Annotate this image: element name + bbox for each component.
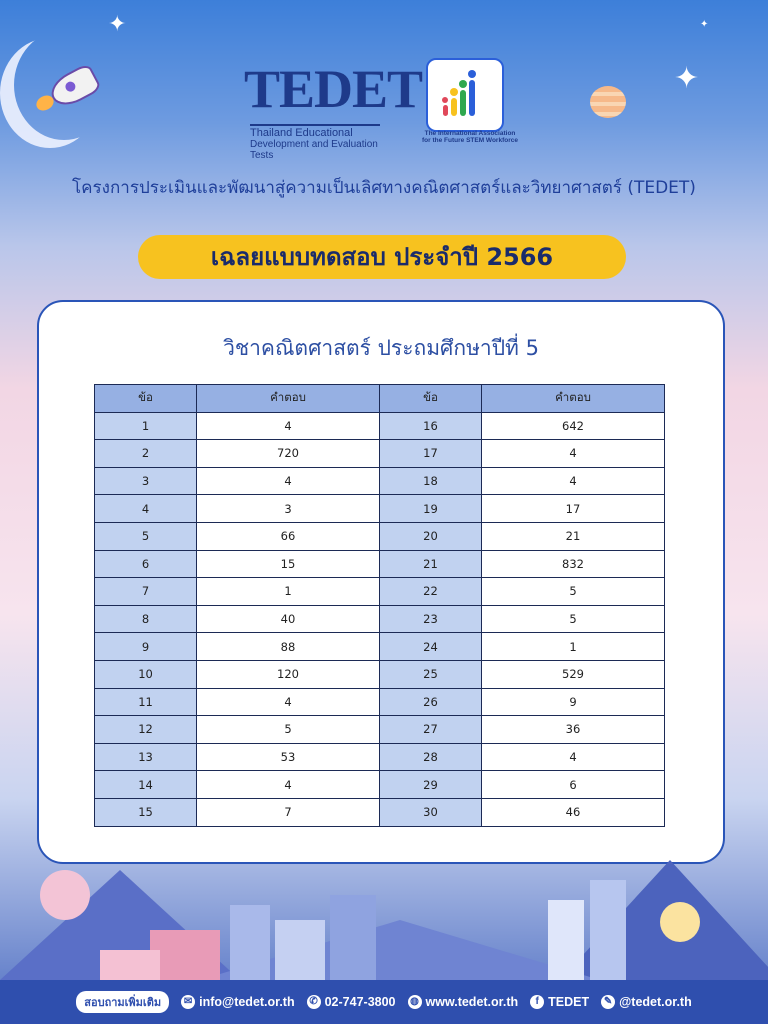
table-row [95,771,665,799]
question-number-cell: 27 [379,716,481,744]
question-number-cell: 15 [95,798,197,826]
star-icon: ✦ [700,19,709,30]
star-icon: ✦ [674,61,700,96]
answer-cell: 4 [197,771,380,799]
question-number-cell: 30 [379,798,481,826]
facebook-link[interactable] [530,995,589,1009]
answer-cell: 3 [197,495,380,523]
stem-bars-icon [428,60,498,126]
globe-icon: ◍ [408,995,422,1009]
table-row [95,495,665,523]
answer-cell: 5 [197,716,380,744]
column-header-answer: คำตอบ [197,385,380,413]
question-number-cell: 7 [95,578,197,606]
answer-key-banner: เฉลยแบบทดสอบ ประจำปี 2566 [138,235,626,279]
phone-text: 02-747-3800 [324,995,396,1009]
table-row [95,633,665,661]
question-number-cell: 4 [95,495,197,523]
email-contact[interactable] [181,995,295,1009]
facebook-text: TEDET [548,995,590,1009]
table-row [95,550,665,578]
question-number-cell: 16 [379,412,481,440]
table-row [95,743,665,771]
column-header-question: ข้อ [95,385,197,413]
answer-cell: 642 [482,412,665,440]
association-logo-text-line-2: for the Future STEM Workforce [422,137,518,145]
answer-cell: 7 [197,798,380,826]
question-number-cell: 17 [379,440,481,468]
tedet-logo-subtitle-line-2: Development and Evaluation Tests [250,139,378,162]
project-title: โครงการประเมินและพัฒนาสู่ความเป็นเลิศทางคณิตศาสตร์และวิทยาศาสตร์ (TEDET) [72,178,696,198]
line-link[interactable] [601,995,692,1009]
question-number-cell: 20 [379,522,481,550]
answer-cell: 36 [482,716,665,744]
building-shape [150,930,220,980]
answer-cell: 1 [197,578,380,606]
question-number-cell: 24 [379,633,481,661]
building-shape [590,880,626,980]
question-number-cell: 26 [379,688,481,716]
question-number-cell: 10 [95,660,197,688]
answer-cell: 4 [197,688,380,716]
line-text: @tedet.or.th [619,995,692,1009]
question-number-cell: 2 [95,440,197,468]
table-row [95,716,665,744]
answer-cell: 1 [482,633,665,661]
answer-cell: 6 [482,771,665,799]
column-header-question: ข้อ [379,385,481,413]
answer-cell: 88 [197,633,380,661]
facebook-icon: f [530,995,544,1009]
answer-cell: 5 [482,605,665,633]
answer-table [94,384,665,827]
question-number-cell: 3 [95,467,197,495]
planet-illustration [590,86,626,118]
building-shape [548,900,584,980]
question-number-cell: 12 [95,716,197,744]
email-icon: ✉ [181,995,195,1009]
answer-cell: 15 [197,550,380,578]
answer-cell: 4 [482,467,665,495]
tedet-logo: TEDET [244,59,423,119]
question-number-cell: 19 [379,495,481,523]
logo-row [240,58,540,162]
answer-card [37,300,725,864]
answer-cell: 9 [482,688,665,716]
table-row [95,660,665,688]
building-shape [230,905,270,980]
question-number-cell: 22 [379,578,481,606]
question-number-cell: 23 [379,605,481,633]
phone-icon: ✆ [307,995,321,1009]
building-shape [100,950,160,980]
contact-label: สอบถามเพิ่มเติม [76,991,169,1013]
city-skyline-illustration [0,860,768,980]
table-row [95,522,665,550]
girl-illustration [40,870,90,920]
association-logo [426,58,504,132]
email-text: info@tedet.or.th [199,995,295,1009]
answer-cell: 4 [197,412,380,440]
table-row [95,440,665,468]
answer-cell: 40 [197,605,380,633]
association-logo-text [410,130,530,145]
question-number-cell: 9 [95,633,197,661]
answer-cell: 66 [197,522,380,550]
answer-cell: 4 [482,743,665,771]
reading-girl-illustration [660,902,700,942]
question-number-cell: 6 [95,550,197,578]
question-number-cell: 21 [379,550,481,578]
answer-cell: 4 [197,467,380,495]
table-row [95,467,665,495]
answer-cell: 5 [482,578,665,606]
table-row [95,798,665,826]
table-header-row [95,385,665,413]
question-number-cell: 11 [95,688,197,716]
association-logo-text-line-1: The International Association [424,130,516,137]
answer-cell: 53 [197,743,380,771]
tedet-logo-subtitle-line-1: Thailand Educational [250,124,380,139]
answer-cell: 120 [197,660,380,688]
answer-cell: 4 [482,440,665,468]
table-row [95,688,665,716]
answer-table-body [95,412,665,826]
question-number-cell: 8 [95,605,197,633]
phone-contact[interactable] [307,995,396,1009]
table-row [95,412,665,440]
website-text: www.tedet.or.th [425,995,519,1009]
question-number-cell: 14 [95,771,197,799]
question-number-cell: 13 [95,743,197,771]
answer-cell: 720 [197,440,380,468]
subject-title: วิชาคณิตศาสตร์ ประถมศึกษาปีที่ 5 [223,336,539,360]
building-shape [275,920,325,980]
question-number-cell: 28 [379,743,481,771]
answer-cell: 832 [482,550,665,578]
line-icon: ✎ [601,995,615,1009]
building-shape [330,895,376,980]
question-number-cell: 5 [95,522,197,550]
answer-cell: 529 [482,660,665,688]
question-number-cell: 25 [379,660,481,688]
question-number-cell: 18 [379,467,481,495]
contact-footer [0,980,768,1024]
tedet-logo-subtitle [250,124,380,161]
answer-cell: 17 [482,495,665,523]
answer-cell: 46 [482,798,665,826]
answer-cell: 21 [482,522,665,550]
column-header-answer: คำตอบ [482,385,665,413]
website-link[interactable] [408,995,519,1009]
star-icon: ✦ [108,12,127,37]
question-number-cell: 29 [379,771,481,799]
table-row [95,605,665,633]
question-number-cell: 1 [95,412,197,440]
table-row [95,578,665,606]
